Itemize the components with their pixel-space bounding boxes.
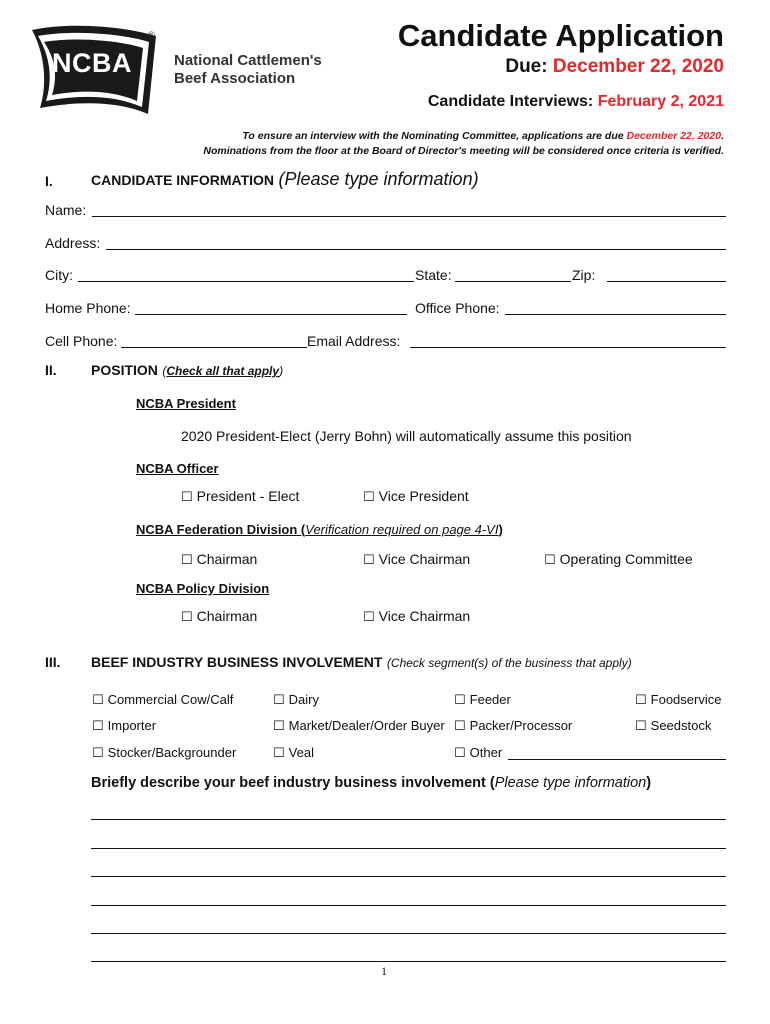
interviews-date: February 2, 2021 bbox=[597, 93, 724, 110]
header-note-1: To ensure an interview with the Nominating Committee, applications are due December 22, 2020. bbox=[242, 130, 724, 142]
logo-abbr: NCBA bbox=[52, 48, 132, 78]
checkbox-operating-committee[interactable]: ☐ Operating Committee bbox=[544, 551, 693, 568]
due-label: Due: bbox=[505, 56, 548, 77]
page-number: 1 bbox=[381, 964, 387, 978]
president-text: 2020 President-Elect (Jerry Bohn) will automatically assume this position bbox=[181, 428, 632, 444]
section-1-title: CANDIDATE INFORMATION bbox=[91, 172, 275, 188]
checkbox-other[interactable]: ☐ Other bbox=[454, 745, 502, 761]
due-date: December 22, 2020 bbox=[552, 56, 724, 77]
zip-field[interactable] bbox=[607, 281, 726, 282]
federation-heading: NCBA Federation Division (Verification required on page 4-VI) bbox=[136, 522, 503, 537]
section-3-heading bbox=[91, 654, 632, 672]
other-field[interactable] bbox=[508, 759, 726, 760]
city-label: City: bbox=[45, 267, 73, 283]
describe-field-line-6[interactable] bbox=[91, 961, 726, 962]
interviews-line bbox=[428, 93, 724, 111]
section-1-numeral: I. bbox=[45, 173, 53, 189]
due-line bbox=[505, 56, 724, 78]
checkbox-dairy[interactable]: ☐ Dairy bbox=[273, 692, 319, 708]
checkbox-commercial-cow-calf[interactable]: ☐ Commercial Cow/Calf bbox=[92, 692, 233, 708]
policy-heading: NCBA Policy Division bbox=[136, 581, 270, 596]
checkbox-veal[interactable]: ☐ Veal bbox=[273, 745, 314, 761]
section-3-numeral: III. bbox=[45, 654, 61, 670]
checkbox-vice-president[interactable]: ☐ Vice President bbox=[363, 488, 469, 505]
name-field[interactable] bbox=[92, 216, 726, 217]
describe-prompt: Briefly describe your beef industry business involvement (Please type information) bbox=[91, 775, 652, 791]
describe-field-line-5[interactable] bbox=[91, 933, 726, 934]
address-field[interactable] bbox=[106, 249, 726, 250]
home-phone-label: Home Phone: bbox=[45, 300, 131, 316]
name-label: Name: bbox=[45, 202, 87, 218]
checkbox-market-dealer[interactable]: ☐ Market/Dealer/Order Buyer bbox=[273, 718, 445, 734]
checkbox-federation-vice-chairman[interactable]: ☐ Vice Chairman bbox=[363, 551, 470, 568]
checkbox-seedstock[interactable]: ☐ Seedstock bbox=[635, 718, 711, 734]
office-phone-label: Office Phone: bbox=[415, 300, 500, 316]
email-label: Email Address: bbox=[307, 333, 401, 349]
describe-field-line-4[interactable] bbox=[91, 905, 726, 906]
state-label: State: bbox=[415, 267, 452, 283]
note-due-date: December 22, 2020 bbox=[626, 130, 722, 142]
describe-field-line-2[interactable] bbox=[91, 848, 726, 849]
office-phone-field[interactable] bbox=[505, 314, 726, 315]
checkbox-importer[interactable]: ☐ Importer bbox=[92, 718, 156, 734]
section-2-numeral: II. bbox=[45, 362, 57, 378]
home-phone-field[interactable] bbox=[135, 314, 407, 315]
interviews-label: Candidate Interviews: bbox=[427, 93, 594, 110]
header-note-2: Nominations from the floor at the Board of Director's meeting will be considered once criteria is verified. bbox=[203, 145, 724, 157]
logo-registered-mark: ® bbox=[148, 30, 155, 40]
section-2-title: POSITION bbox=[91, 362, 158, 378]
section-2-heading: POSITION (Check all that apply) bbox=[91, 362, 284, 378]
state-field[interactable] bbox=[455, 281, 571, 282]
section-3-title: BEEF INDUSTRY BUSINESS INVOLVEMENT bbox=[91, 654, 383, 670]
checkbox-feeder[interactable]: ☐ Feeder bbox=[454, 692, 511, 708]
checkbox-stocker-backgrounder[interactable]: ☐ Stocker/Backgrounder bbox=[92, 745, 236, 761]
president-heading: NCBA President bbox=[136, 396, 236, 411]
checkbox-foodservice[interactable]: ☐ Foodservice bbox=[635, 692, 721, 708]
zip-label: Zip: bbox=[572, 267, 596, 283]
checkbox-president-elect[interactable]: ☐ President - Elect bbox=[181, 488, 299, 505]
checkbox-policy-vice-chairman[interactable]: ☐ Vice Chairman bbox=[363, 608, 470, 625]
logo-org-name-line1: National Cattlemen's bbox=[174, 52, 322, 69]
describe-field-line-3[interactable] bbox=[91, 876, 726, 877]
section-3-note: (Check segment(s) of the business that apply) bbox=[386, 656, 632, 670]
cell-phone-label: Cell Phone: bbox=[45, 333, 118, 349]
page-title: Candidate Application bbox=[397, 18, 724, 53]
logo-org-name-line2: Beef Association bbox=[174, 70, 296, 87]
checkbox-packer-processor[interactable]: ☐ Packer/Processor bbox=[454, 718, 572, 734]
city-field[interactable] bbox=[78, 281, 414, 282]
section-1-heading bbox=[91, 169, 479, 190]
section-1-note: (Please type information) bbox=[278, 169, 479, 189]
email-field[interactable] bbox=[410, 347, 726, 348]
describe-field-line-1[interactable] bbox=[91, 819, 726, 820]
cell-phone-field[interactable] bbox=[121, 347, 307, 348]
checkbox-policy-chairman[interactable]: ☐ Chairman bbox=[181, 608, 257, 625]
check-all-note: Check all that apply bbox=[166, 364, 280, 378]
checkbox-federation-chairman[interactable]: ☐ Chairman bbox=[181, 551, 257, 568]
address-label: Address: bbox=[45, 235, 101, 251]
officer-heading: NCBA Officer bbox=[136, 461, 219, 476]
